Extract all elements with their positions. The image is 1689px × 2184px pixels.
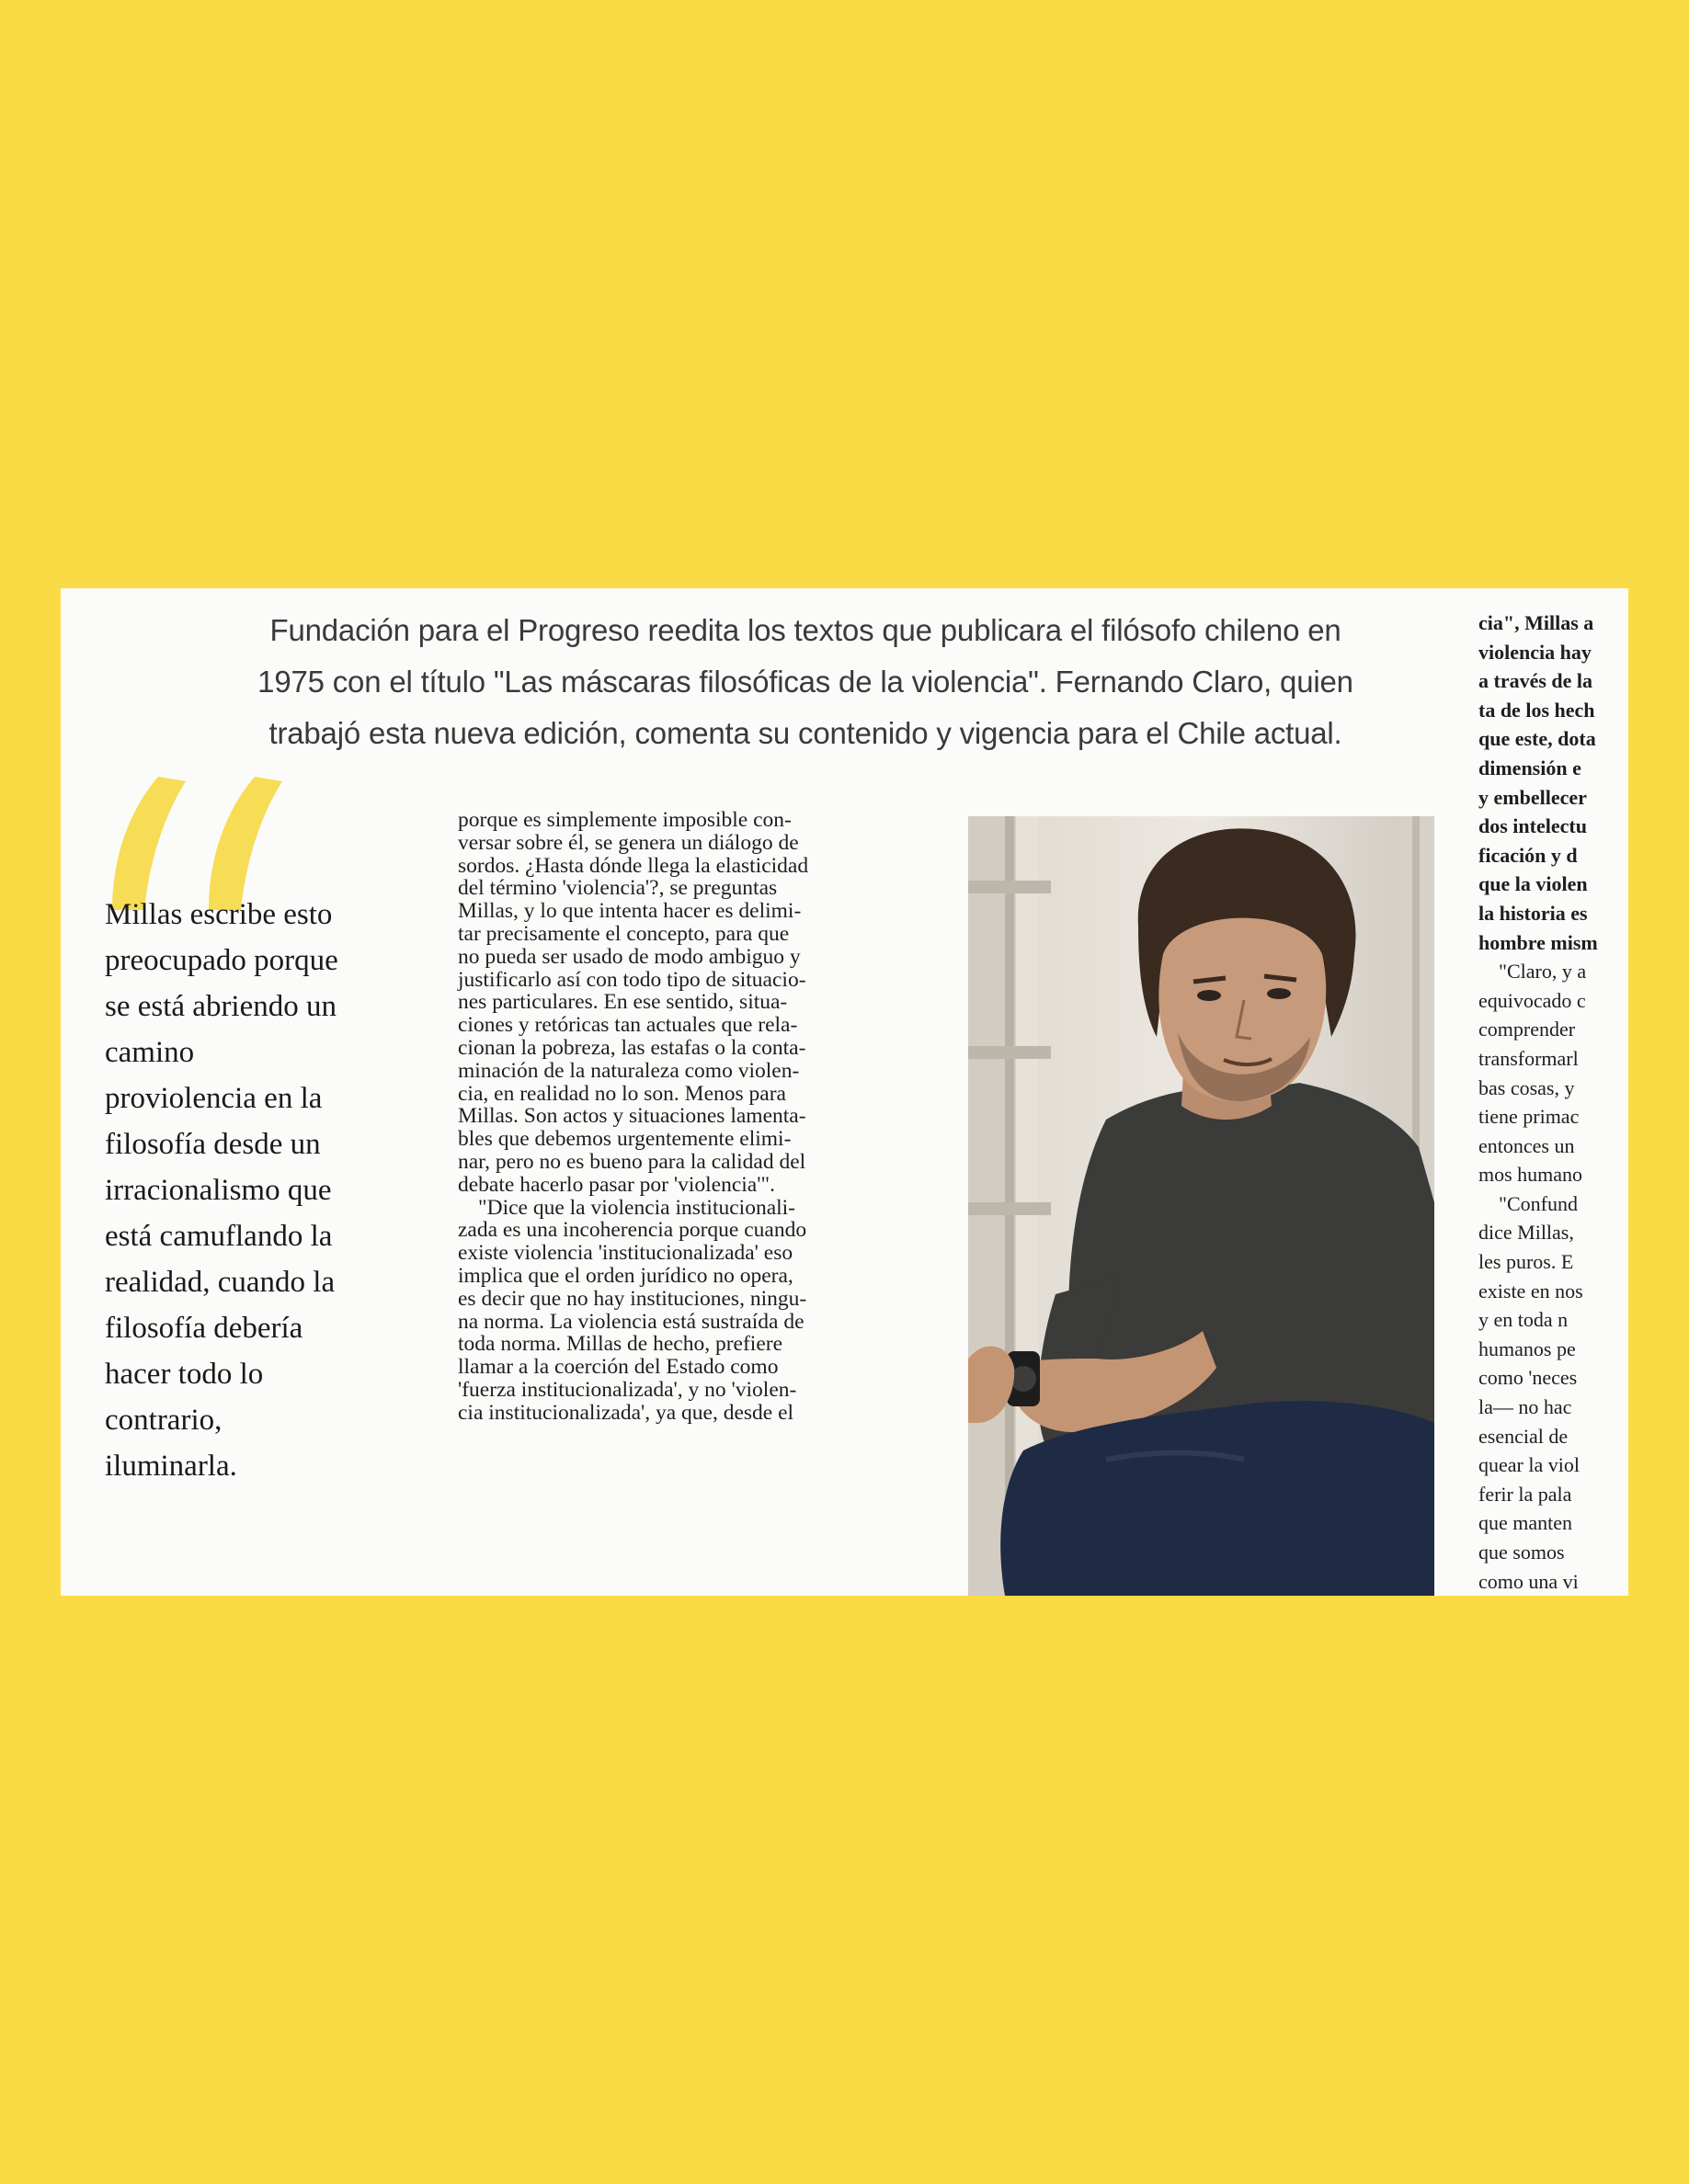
pull-quote-line: filosofía desde un: [105, 1128, 321, 1161]
right-line: equivocado c: [1478, 988, 1586, 1012]
right-line: que somos: [1478, 1541, 1565, 1564]
pull-quote-line: proviolencia en la: [105, 1082, 323, 1115]
body-line: versar sobre él, se genera un diálogo de: [458, 830, 799, 855]
right-line: bas cosas, y: [1478, 1075, 1575, 1099]
body-line: bles que debemos urgentemente elimi-: [458, 1127, 792, 1152]
right-line: que la violen: [1478, 872, 1588, 896]
right-line: dice Millas,: [1478, 1221, 1574, 1245]
right-line: dimensión e: [1478, 756, 1581, 779]
body-line: Millas. Son actos y situaciones lamenta-: [458, 1104, 806, 1129]
right-line: la— no hac: [1478, 1395, 1572, 1419]
body-line: zada es una incoherencia porque cuando: [458, 1218, 807, 1243]
body-line: toda norma. Millas de hecho, prefiere: [458, 1332, 783, 1357]
pull-quote-line: camino: [105, 1036, 195, 1069]
right-line: hombre mism: [1478, 930, 1598, 954]
right-line: mos humano: [1478, 1163, 1583, 1187]
body-line: cia, en realidad no lo son. Menos para: [458, 1081, 786, 1106]
right-line: que este, dota: [1478, 727, 1596, 751]
right-line: dos intelectu: [1478, 814, 1587, 838]
right-line: les puros. E: [1478, 1250, 1574, 1274]
body-line: porque es simplemente imposible con-: [458, 808, 792, 832]
pull-quote-line: filosofía debería: [105, 1312, 303, 1345]
body-line: no pueda ser usado de modo ambiguo y: [458, 944, 801, 969]
pull-quote: [105, 892, 417, 1489]
right-line: existe en nos: [1478, 1279, 1583, 1302]
right-line: a través de la: [1478, 669, 1593, 693]
newspaper-clipping: [61, 588, 1628, 1596]
body-line: justificarlo así con todo tipo de situacio-: [458, 967, 806, 992]
body-line: sordos. ¿Hasta dónde llega la elasticidad: [458, 853, 809, 878]
body-line: nes particulares. En ese sentido, situa-: [458, 990, 788, 1015]
pull-quote-line: hacer todo lo: [105, 1358, 264, 1391]
right-line: "Claro, y a: [1499, 960, 1587, 984]
right-line: como una vi: [1478, 1569, 1579, 1593]
pull-quote-line: preocupado porque: [105, 944, 338, 977]
right-line: como 'neces: [1478, 1366, 1578, 1390]
pull-quote-line: se está abriendo un: [105, 990, 337, 1023]
right-line: "Confund: [1499, 1191, 1578, 1215]
body-line: llamar a la coerción del Estado como: [458, 1355, 779, 1380]
body-line: del término 'violencia'?, se preguntas: [458, 876, 778, 901]
right-line: transformarl: [1478, 1046, 1579, 1070]
right-line: entonces un: [1478, 1133, 1575, 1157]
pull-quote-line: está camuflando la: [105, 1220, 333, 1253]
pull-quote-line: realidad, cuando la: [105, 1266, 336, 1299]
deck-line: 1975 con el título "Las máscaras filosóficas de la violencia". Fernando Claro, quien: [257, 665, 1353, 699]
pull-quote-line: irracionalismo que: [105, 1174, 332, 1207]
body-line: debate hacerlo pasar por 'violencia'".: [458, 1172, 775, 1197]
body-line: existe violencia 'institucionalizada' eso: [458, 1241, 793, 1266]
right-line: comprender: [1478, 1018, 1576, 1041]
body-line: 'fuerza institucionalizada', y no 'violen-: [458, 1377, 797, 1402]
body-line: minación de la naturaleza como violen-: [458, 1058, 800, 1083]
body-line: cia institucionalizada', ya que, desde el: [458, 1400, 794, 1425]
right-line: la historia es: [1478, 901, 1588, 925]
right-column: [1478, 609, 1628, 1596]
body-line: Millas, y lo que intenta hacer es delimi-: [458, 899, 802, 924]
body-line: implica que el orden jurídico no opera,: [458, 1263, 793, 1288]
body-line: "Dice que la violencia institucionali-: [478, 1195, 796, 1220]
portrait-illustration: [968, 816, 1434, 1596]
right-line: tiene primac: [1478, 1105, 1580, 1129]
right-line: ficación y d: [1478, 843, 1578, 867]
article-deck: [116, 605, 1495, 759]
pull-quote-line: contrario,: [105, 1404, 223, 1437]
pull-quote-line: Millas escribe esto: [105, 898, 333, 931]
right-line: violencia hay: [1478, 640, 1592, 664]
right-line: y embellecer: [1478, 785, 1587, 809]
body-line: tar precisamente el concepto, para que: [458, 921, 790, 946]
portrait-photo: [968, 816, 1434, 1596]
right-line: que manten: [1478, 1511, 1573, 1535]
body-line: nar, pero no es bueno para la calidad del: [458, 1149, 806, 1174]
right-line: quear la viol: [1478, 1453, 1580, 1477]
right-line: ferir la pala: [1478, 1482, 1572, 1506]
pull-quote-line: iluminarla.: [105, 1450, 237, 1483]
right-line: humanos pe: [1478, 1337, 1576, 1360]
right-line: ta de los hech: [1478, 698, 1595, 722]
deck-line: trabajó esta nueva edición, comenta su contenido y vigencia para el Chile actual.: [268, 716, 1342, 750]
body-line: ciones y retóricas tan actuales que rela-: [458, 1013, 798, 1038]
body-line: na norma. La violencia está sustraída de: [458, 1309, 805, 1334]
right-line: y en toda n: [1478, 1308, 1569, 1332]
body-column: [458, 809, 932, 1425]
right-line: cia", Millas a: [1478, 611, 1594, 634]
body-line: es decir que no hay instituciones, ningu-: [458, 1286, 807, 1311]
deck-line: Fundación para el Progreso reedita los textos que publicara el filósofo chileno en: [269, 613, 1341, 647]
right-line: esencial de: [1478, 1424, 1569, 1448]
body-line: cionan la pobreza, las estafas o la conta-: [458, 1035, 806, 1060]
